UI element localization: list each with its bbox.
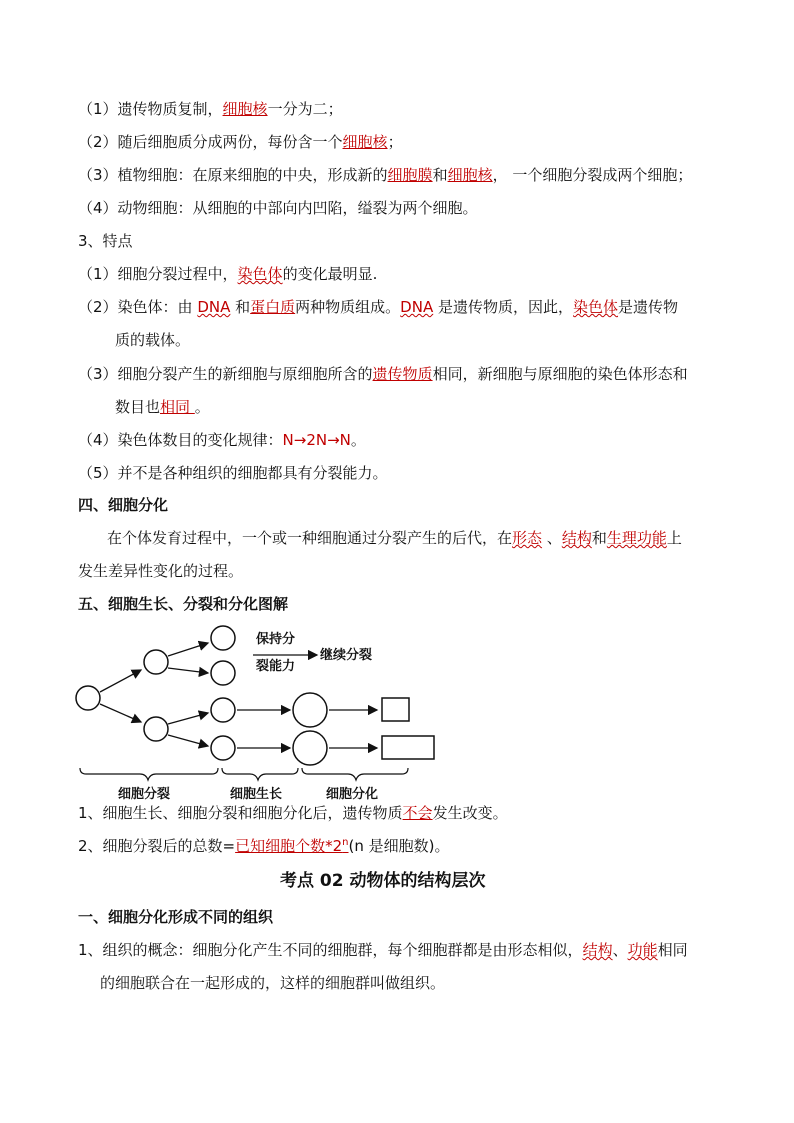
answer: 已知细胞个数*2$^n$: [235, 837, 349, 855]
cell-top-2: [211, 661, 235, 685]
label-cell-differentiation: 细胞分化: [326, 787, 379, 802]
text-line-genetic-unchanged: 1、细胞生长、细胞分裂和细胞分化后，遗传物质不会发生改变。: [78, 804, 508, 822]
cell-divided-upper: [144, 650, 168, 674]
text-line-continuation: 发生差异性变化的过程。: [78, 562, 244, 580]
text-line-continuation: 质的载体。: [115, 331, 191, 349]
answer: 结构: [561, 529, 592, 547]
arrow: [168, 668, 208, 673]
answer: N→2N→N: [282, 431, 351, 449]
answer: 染色体: [573, 298, 619, 316]
answer: 不会: [402, 804, 433, 822]
cell-grown-2: [293, 731, 327, 765]
answer: 遗传物质: [372, 365, 433, 383]
answer: 细胞核: [342, 133, 388, 151]
label-keep-ability-2: 裂能力: [256, 659, 296, 674]
section-heading-tissue: 一、细胞分化形成不同的组织: [78, 908, 274, 926]
section-heading-diagram: 五、细胞生长、分裂和分化图解: [78, 595, 289, 613]
brace-growth: [222, 768, 298, 780]
text-line-chromosome-composition: （2）染色体：由 DNA 和蛋白质两种物质组成。DNA 是遗传物质，因此，染色体是遗传物: [78, 298, 679, 316]
section-features: 3、特点: [78, 232, 133, 250]
cell-bottom: [211, 736, 235, 760]
text-line-total-formula: 2、细胞分裂后的总数=已知细胞个数*2$^n$(n 是细胞数)。: [78, 837, 450, 855]
cell-top-1: [211, 626, 235, 650]
cell-grown-1: [293, 693, 327, 727]
cell-divided-lower: [144, 717, 168, 741]
cell-differentiated-2: [382, 736, 434, 759]
text-line-cytoplasm: （2）随后细胞质分成两份，每份含一个细胞核；: [78, 133, 403, 151]
text-line-plant-cell: （3）植物细胞：在原来细胞的中央，形成新的细胞膜和细胞核， 一个细胞分裂成两个细胞；: [78, 166, 693, 184]
cell-process-diagram: [70, 618, 450, 803]
answer: 结构: [582, 941, 613, 959]
answer: 蛋白质: [250, 298, 296, 316]
answer: DNA: [197, 298, 231, 316]
arrow: [168, 643, 208, 656]
label-continue-division: 继续分裂: [320, 648, 373, 663]
text-line-genetic-material: （3）细胞分裂产生的新细胞与原细胞所含的遗传物质相同，新细胞与原细胞的染色体形态和: [78, 365, 688, 383]
answer: 染色体: [237, 265, 283, 283]
arrow: [168, 713, 208, 724]
arrow: [100, 670, 141, 692]
cell-differentiated-1: [382, 698, 409, 721]
page-title: 考点 02 动物体的结构层次: [280, 871, 486, 891]
text-line-continuation: 数目也相同 。: [115, 398, 210, 416]
text-line-division-ability: （5）并不是各种组织的细胞都具有分裂能力。: [78, 464, 388, 482]
answer: 细胞膜: [387, 166, 433, 184]
arrow: [168, 735, 208, 746]
label-cell-growth: 细胞生长: [230, 787, 283, 802]
answer: 功能: [627, 941, 658, 959]
cell-original: [76, 686, 100, 710]
label-cell-division: 细胞分裂: [118, 787, 171, 802]
answer: DNA: [400, 298, 434, 316]
cell-mid: [211, 698, 235, 722]
brace-division: [80, 768, 218, 780]
arrow: [100, 704, 141, 722]
label-keep-ability-1: 保持分: [256, 632, 296, 647]
text-line-animal-cell: （4）动物细胞：从细胞的中部向内凹陷，缢裂为两个细胞。: [78, 199, 478, 217]
text-line-count-rule: （4）染色体数目的变化规律：N→2N→N。: [78, 431, 366, 449]
text-line-differentiation-def: 在个体发育过程中，一个或一种细胞通过分裂产生的后代，在形态 、结构和生理功能上: [107, 529, 682, 547]
text-line-replication: （1）遗传物质复制，细胞核一分为二；: [78, 100, 343, 118]
answer: 细胞核: [447, 166, 493, 184]
text-line-chromosome-change: （1）细胞分裂过程中，染色体的变化最明显.: [78, 265, 378, 283]
text-line-tissue-concept: 1、组织的概念：细胞分化产生不同的细胞群，每个细胞群都是由形态相似，结构、功能相同: [78, 941, 688, 959]
answer: 相同: [160, 398, 195, 416]
brace-differentiation: [302, 768, 408, 780]
section-heading-differentiation: 四、细胞分化: [78, 496, 169, 514]
answer: 生理功能: [606, 529, 667, 547]
answer: 形态: [512, 529, 543, 547]
text-line-continuation: 的细胞联合在一起形成的，这样的细胞群叫做组织。: [100, 974, 446, 992]
answer: 细胞核: [222, 100, 268, 118]
